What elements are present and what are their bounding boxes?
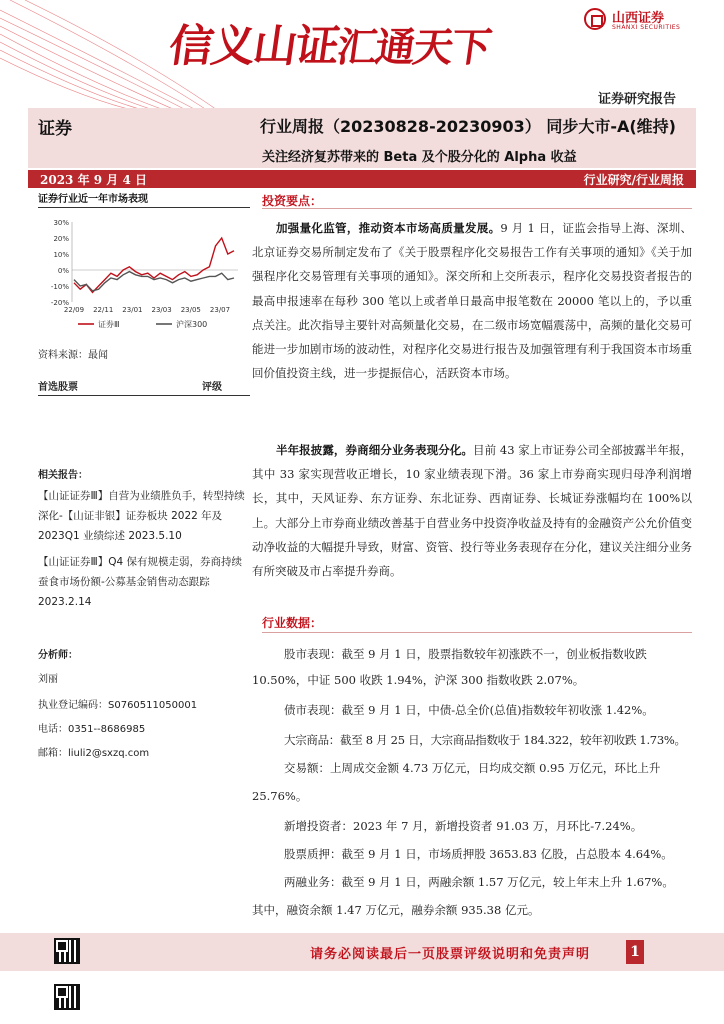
data-line: 两融业务：截至 9 月 1 日，两融余额 1.57 万亿元，较上年末上升 1.67%。	[284, 875, 674, 889]
related-report[interactable]: 【山证证券Ⅲ】Q4 保有规模走弱，券商持续蚕食市场份额-公募基金销售动态跟踪 2023.2.14	[38, 556, 243, 608]
series-line-1	[74, 272, 234, 291]
x-tick-label: 22/11	[93, 306, 114, 314]
x-tick-label: 22/09	[63, 306, 85, 314]
y-tick-label: 10%	[53, 251, 69, 259]
section-rule	[262, 632, 692, 633]
y-tick-label: 0%	[57, 267, 69, 275]
report-title: 行业周报（20230828-20230903） 同步大市-A(维持)	[260, 117, 676, 136]
analyst-email[interactable]: 邮箱：liuli2@sxzq.com	[38, 748, 150, 759]
market-chart	[38, 216, 250, 336]
logo-cn: 山西证券	[612, 11, 665, 26]
slogan-part2: 汇通天下	[333, 24, 493, 71]
section-rule	[262, 208, 692, 209]
paragraph-2	[252, 438, 692, 583]
data-line: 25.76%。	[252, 789, 308, 803]
y-tick-label: 30%	[53, 219, 69, 227]
data-line: 股票质押：截至 9 月 1 日，市场质押股 3653.83 亿股，占总股本 4.64%。	[284, 847, 673, 861]
source-note: 资料来源：最闻	[38, 350, 108, 361]
logo-mark-icon	[584, 8, 606, 30]
slogan-part1: 信义山证	[165, 21, 341, 72]
chart-heading: 证券行业近一年市场表现	[38, 190, 250, 208]
slogan	[166, 10, 495, 74]
section-heading-invest: 投资要点：	[262, 194, 323, 208]
report-date: 2023 年 9 月 4 日	[40, 173, 147, 187]
series-line-0	[74, 238, 234, 292]
qr-code-icon	[54, 938, 80, 964]
y-tick-label: -20%	[50, 299, 69, 307]
data-line: 其中，融资余额 1.47 万亿元，融券余额 935.38 亿元。	[252, 903, 540, 917]
section-heading-data: 行业数据：	[262, 616, 323, 630]
analyst-phone: 电话：0351--8686985	[38, 724, 146, 735]
disclaimer-note: 请务必阅读最后一页股票评级说明和免责声明	[310, 947, 591, 962]
related-heading: 相关报告：	[38, 470, 88, 481]
para2-body: 目前 43 家上市证券公司全部披露半年报，其中 33 家实现营收正增长，10 家业绩表现下滑。36 家上市券商实现归母净利润增长，其中，天风证券、东方证券、东北证券、西南证券、长城证券涨幅均在 100%以上。大部分上市券商业绩改善基于自营业务中投资净收益及持有的金融资产公允价值变动净收益的大幅提升导致，财富、资管、投行等业务表现存在分化，建议关注细分业务有所突破及市占率提升券商。	[252, 443, 692, 579]
x-tick-label: 23/05	[180, 306, 201, 314]
analyst-heading: 分析师：	[38, 650, 78, 661]
data-line: 新增投资者：2023 年 7 月，新增投资者 91.03 万，月环比-7.24%。	[284, 819, 643, 833]
page-number: 1	[626, 940, 644, 964]
para1-lead: 加强量化监管，推动资本市场高质量发展。	[276, 221, 501, 235]
analyst-name: 刘丽	[38, 674, 58, 685]
qr-code-icon	[54, 984, 80, 1010]
analyst-reg: 执业登记编码：S0760511050001	[38, 700, 198, 711]
data-line: 交易额：上周成交金额 4.73 万亿元，日均成交额 0.95 万亿元，环比上升	[284, 761, 661, 775]
company-logo	[584, 5, 712, 35]
report-type: 证券研究报告	[597, 92, 676, 107]
picks-header	[38, 378, 250, 396]
para2-lead: 半年报披露，券商细分业务表现分化。	[276, 443, 473, 457]
report-category: 行业研究/行业周报	[583, 173, 684, 187]
paragraph-1	[252, 216, 692, 385]
x-tick-label: 23/03	[151, 306, 172, 314]
data-line: 大宗商品：截至 8 月 25 日，大宗商品指数收于 184.322，较年初收跌 1.73%。	[284, 733, 686, 747]
x-tick-label: 23/07	[209, 306, 231, 314]
para1-body: 9 月 1 日，证监会指导上海、深圳、北京证券交易所制定发布了《关于股票程序化交易报告工作有关事项的通知》《关于加强程序化交易管理有关事项的通知》。深交所和上交所表示，程序化交易投资者报告的最高申报速率在每秒 300 笔以上或者单日最高申报笔数在 20000 笔以上的，予以重点关注。此次指导主要针对高频量化交易，在二级市场宽幅震荡中，高频的量化交易可能进一步加剧市场的波动性，对程序化交易进行报告及加强管理有利于我国资本市场重回价值投资主线，进一步提振信心，活跃资本市场。	[252, 221, 692, 381]
y-tick-label: -10%	[50, 283, 69, 291]
market-chart-svg	[38, 216, 250, 336]
sidebar	[38, 190, 250, 840]
related-report[interactable]: 【山证证券Ⅲ】自营为业绩胜负手，转型持续深化-【山证非银】证券板块 2022 年及 2023Q1 业绩综述 2023.5.10	[38, 490, 245, 542]
report-subtitle: 关注经济复苏带来的 Beta 及个股分化的 Alpha 收益	[262, 150, 577, 165]
picks-heading: 首选股票	[38, 382, 78, 393]
picks-rating-heading: 评级	[202, 382, 222, 393]
sector-label: 证券	[38, 119, 72, 139]
logo-en: SHANXI SECURITIES	[612, 24, 681, 31]
data-line: 股市表现：截至 9 月 1 日，股票指数较年初涨跌不一，创业板指数收跌	[284, 647, 647, 661]
data-line: 10.50%，中证 500 收跌 1.94%，沪深 300 指数收跌 2.07%。	[252, 673, 585, 687]
x-tick-label: 23/01	[122, 306, 143, 314]
y-tick-label: 20%	[53, 235, 69, 243]
legend-label: 沪深300	[176, 320, 208, 329]
legend-label: 证券Ⅲ	[98, 320, 120, 329]
data-line: 债市表现：截至 9 月 1 日，中债-总全价(总值)指数较年初收涨 1.42%。	[284, 703, 654, 717]
